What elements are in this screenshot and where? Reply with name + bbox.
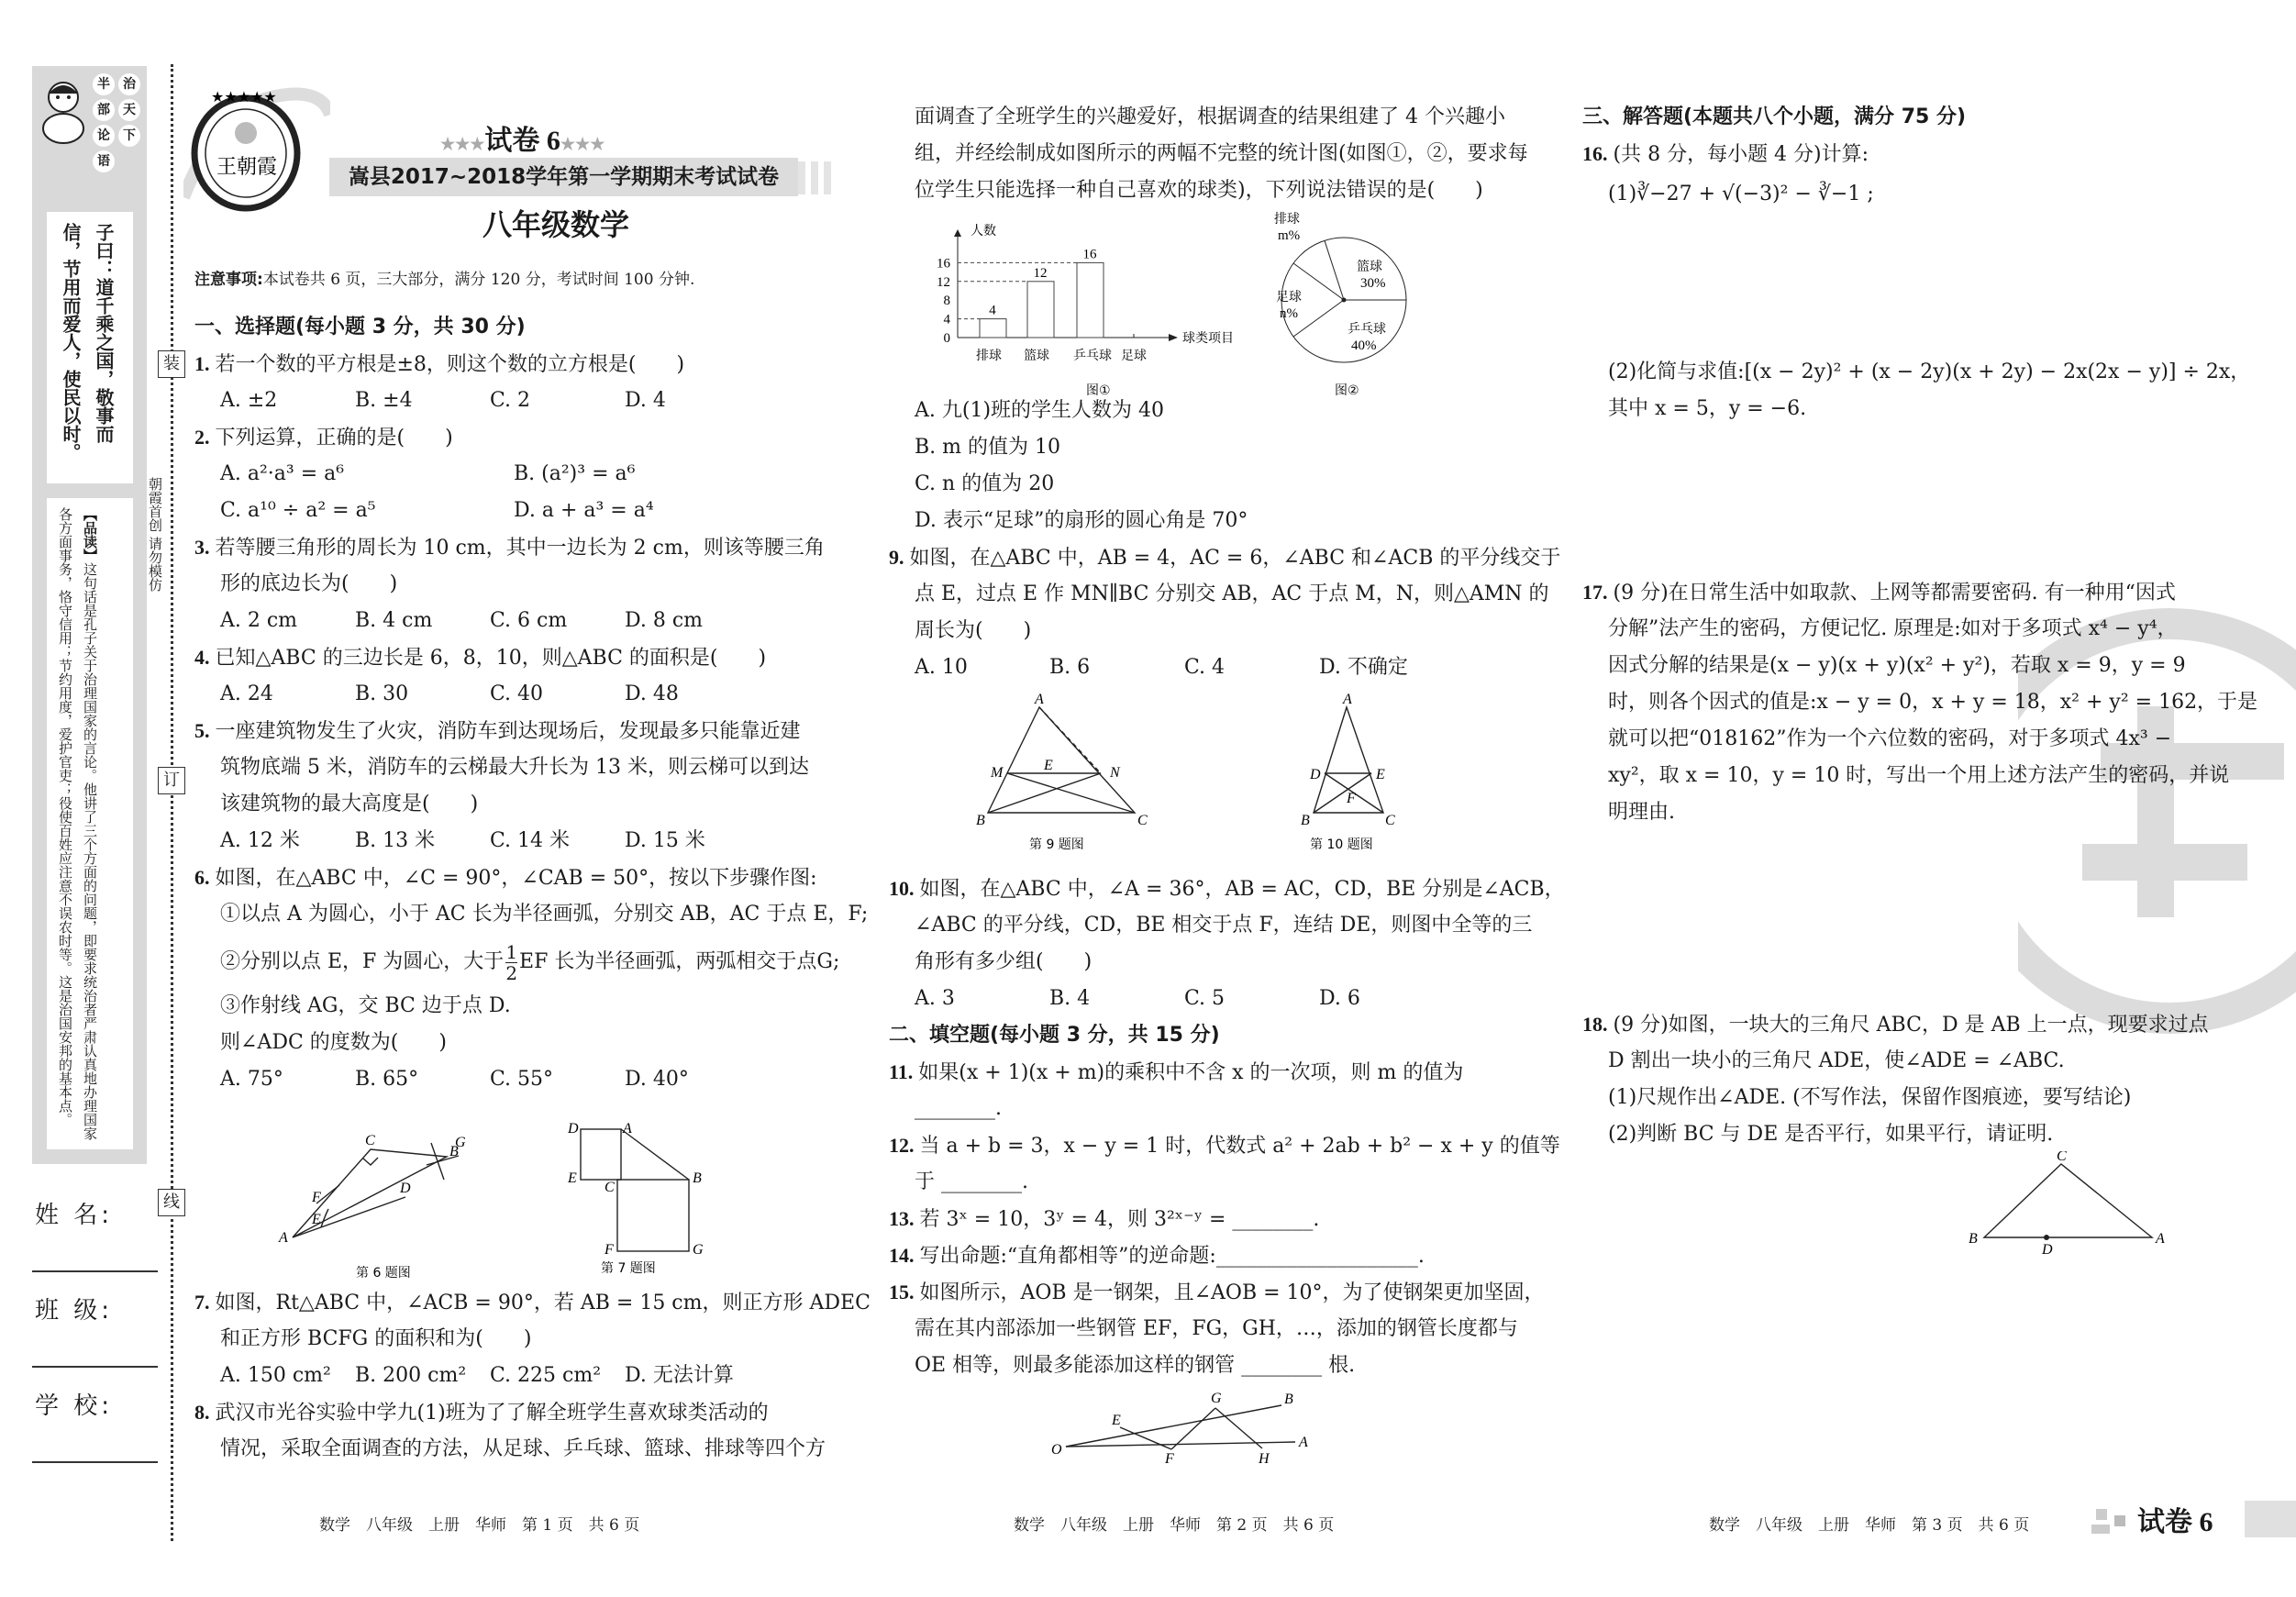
text-span: 12. — [889, 1134, 915, 1157]
question-8-option-a: A. 九(1)班的学生人数为 40 — [915, 399, 1165, 422]
point-label-B: B — [1969, 1231, 1978, 1247]
column-page-3-mid — [1582, 574, 2258, 831]
notice-text: 本试卷共 6 页，三大部分，满分 120 分，考试时间 100 分钟. — [262, 271, 695, 289]
bar-排球 — [980, 319, 1006, 338]
question-17-line: 明理由. — [1608, 801, 1675, 824]
paper-number — [440, 117, 605, 158]
text-span: B. 30 — [355, 682, 409, 705]
figure-q6 — [275, 1128, 477, 1284]
figure-caption: 第 10 题图 — [1310, 837, 1373, 852]
point-label-D: D — [400, 1181, 411, 1196]
text-span: 9. — [889, 546, 904, 569]
bar-篮球 — [1027, 282, 1054, 338]
text-span: A. 75° — [220, 1068, 283, 1091]
text-span: 8. — [194, 1401, 210, 1424]
question-8-line: 情况，采取全面调查的方法，从足球、乒乓球、篮球、排球等四个方 — [220, 1437, 826, 1460]
badge-char: 天 — [118, 99, 140, 121]
question-17 — [1582, 574, 2206, 611]
chart-title: 图② — [1335, 383, 1359, 398]
footer-deco — [2096, 1509, 2107, 1520]
figure-q10 — [1293, 693, 1403, 858]
question-8-option-d: D. 表示“足球”的扇形的圆心角是 70° — [915, 509, 1248, 532]
commentary-box — [47, 498, 133, 1149]
text-span: A. 150 cm² — [220, 1364, 331, 1387]
name-input-line[interactable] — [32, 1270, 158, 1272]
logo-stars-icon: ★★★★★ — [211, 90, 277, 105]
y-axis-label: 人数 — [971, 224, 996, 238]
question-8-line: 面调查了全班学生的兴趣爱好，根据调查的结果组建了 4 个兴趣小 — [915, 105, 1505, 128]
text-span: D. 无法计算 — [625, 1364, 734, 1387]
column-page-2-lower — [889, 871, 1565, 1384]
column-page-3 — [1582, 99, 2251, 427]
scholar-cartoon-icon — [36, 75, 93, 149]
commentary-text: 这句话是孔子关于治理国家的言论。他讲了三个方面的问题，即要求统治者严肃认真地办理国家各方面事务，恪守信用；节约用度，爱护官吏；役使百姓应注意不误农时等。这是治国安邦的基本点。 — [57, 507, 98, 1140]
school-input-line[interactable] — [32, 1461, 158, 1463]
question-13 — [889, 1201, 1513, 1237]
badge-char: 治 — [118, 73, 140, 95]
point-label-C: C — [1137, 813, 1148, 828]
text-span: C. 55° — [490, 1068, 554, 1091]
question-9 — [889, 539, 1561, 576]
column-page-1 — [194, 309, 869, 1098]
text-span: C. 5 — [1184, 987, 1226, 1010]
question-6-options — [194, 1061, 818, 1098]
binding-line — [171, 64, 173, 1541]
quote-box — [47, 212, 133, 483]
question-18-part-1: (1)尺规作出∠ADE. (不写作法，保留作图痕迹，要写结论) — [1608, 1086, 2132, 1109]
text-span: 10. — [889, 877, 915, 900]
section-heading-answer: 三、解答题(本题共八个小题，满分 75 分) — [1582, 105, 1967, 128]
text-span: 11. — [889, 1060, 914, 1083]
text-span: B. 4 — [1049, 987, 1091, 1010]
text-span: 6. — [194, 866, 210, 889]
question-4-options — [194, 676, 818, 713]
question-16 — [1582, 136, 2206, 172]
brand-logo — [183, 87, 330, 216]
point-label-G: G — [455, 1135, 466, 1150]
text-span: 如图，在△ABC 中，∠A = 36°，AB = AC，CD，BE 分别是∠ACB， — [919, 878, 1565, 901]
text-span: C. 14 米 — [490, 829, 571, 852]
text-span: 2 — [505, 961, 518, 984]
bar-data-label: 12 — [1033, 265, 1048, 281]
text-span: D. a + a³ = a⁴ — [514, 499, 654, 522]
text-span: EF 长为半径画弧，两弧相交于点G; — [519, 950, 840, 973]
point-label-B: B — [976, 813, 985, 828]
question-10-line: 角形有多少组( ) — [915, 950, 1093, 973]
x-axis-arrow-icon — [1169, 334, 1178, 341]
question-2-options-cd — [194, 493, 818, 529]
text-span: 若 3ˣ = 10，3ʸ = 4，则 3²ˣ⁻ʸ = ________. — [919, 1208, 1320, 1231]
text-span: 如图，在△ABC 中，AB = 4，AC = 6，∠ABC 和∠ACB 的平分线交于 — [909, 547, 1561, 570]
question-11 — [889, 1054, 1513, 1091]
question-8-charts — [908, 202, 1422, 399]
name-label: 姓 名: — [35, 1202, 114, 1229]
text-span: B. 13 米 — [355, 829, 436, 852]
question-15-line: OE 相等，则最多能添加这样的钢管 ________ 根. — [915, 1354, 1356, 1377]
text-span: C. 40 — [490, 682, 544, 705]
text-span: 武汉市光谷实验中学九(1)班为了了解全班学生喜欢球类活动的 — [215, 1402, 769, 1425]
pie-center — [1342, 298, 1347, 303]
question-18-part-2: (2)判断 BC 与 DE 是否平行，如果平行，请证明. — [1608, 1123, 2054, 1146]
confucius-quote: 子曰：道千乘之国，敬事而信，节用而爱人，使民以时。 — [60, 223, 115, 461]
text-span: 18. — [1582, 1013, 1608, 1036]
question-8 — [194, 1394, 818, 1431]
question-17-line: 因式分解的结果是(x − y)(x + y)(x² + y²)，若取 x = 9，y = 9 — [1608, 654, 2186, 677]
question-17-line: 分解”法产生的密码，方便记忆. 原理是:如对于多项式 x⁴ − y⁴， — [1608, 617, 2178, 640]
question-5-options — [194, 823, 818, 859]
text-span: B. ±4 — [355, 389, 413, 412]
paper-number-text: 试卷 6 — [484, 126, 560, 156]
text-span: A. 3 — [915, 987, 955, 1010]
copyright-notice: 朝霞首创 请勿模仿 — [147, 477, 163, 592]
text-span: 14. — [889, 1244, 915, 1267]
text-span: 写出命题:“直角都相等”的逆命题:____________________. — [919, 1245, 1425, 1268]
text-span: C. 2 — [490, 389, 531, 412]
point-label-E: E — [568, 1170, 577, 1186]
point-label-F: F — [312, 1190, 321, 1205]
point-label-C: C — [1385, 813, 1395, 828]
pie-value-label: 40% — [1351, 338, 1377, 353]
question-8-line: 组，并经绘制成如图所示的两幅不完整的统计图(如图①，②，要求每 — [915, 142, 1528, 165]
question-16-part-2: (2)化简与求值:[(x − 2y)² + (x − 2y)(x + 2y) − 2x(2x − y)] ÷ 2x， — [1608, 360, 2251, 383]
text-span: D. 不确定 — [1319, 656, 1408, 679]
question-5-line: 筑物底端 5 米，消防车的云梯最大升长为 13 米，则云梯可以到达 — [220, 756, 809, 779]
question-16-part-1: (1)∛−27 + √(−3)² − ∛−1 ; — [1608, 183, 1874, 205]
text-span: A. ±2 — [220, 389, 278, 412]
bar-chart — [937, 223, 1234, 398]
binding-mark-zhuang: 装 — [158, 350, 185, 378]
text-span: 1. — [194, 352, 210, 375]
text-span: B. 6 — [1049, 656, 1091, 679]
footer-deco — [2114, 1515, 2125, 1526]
point-label-E: E — [1376, 767, 1385, 782]
footer-page-1: 数学 八年级 上册 华师 第 1 页 共 6 页 — [319, 1516, 640, 1535]
pie-value-label: 30% — [1360, 276, 1386, 291]
text-span: 如图，Rt△ABC 中，∠ACB = 90°，若 AB = 15 cm，则正方形 ADEC — [215, 1292, 871, 1314]
point-label-M: M — [991, 765, 1004, 781]
text-span: 4. — [194, 646, 210, 669]
point-label-G: G — [1211, 1391, 1222, 1406]
figure-q9 — [972, 693, 1156, 858]
star-rating-icon: ★★★ — [440, 135, 485, 153]
question-6-ask: 则∠ADC 的度数为( ) — [220, 1031, 447, 1054]
text-span: 下列运算，正确的是( ) — [215, 427, 453, 449]
point-label-A: A — [279, 1230, 288, 1246]
text-span: 7. — [194, 1291, 210, 1314]
question-9-options — [889, 649, 1513, 686]
binding-mark-xian: 线 — [158, 1189, 185, 1216]
question-4 — [194, 639, 818, 676]
text-span: D. 6 — [1319, 987, 1360, 1010]
point-label-A: A — [1343, 693, 1352, 707]
commentary-tag: 【品读】 — [82, 507, 98, 562]
question-10 — [889, 871, 1565, 907]
text-span: 如图所示，AOB 是一钢架，且∠AOB = 10°，为了使钢架更加坚固， — [919, 1281, 1545, 1304]
point-label-O: O — [1051, 1442, 1062, 1458]
question-5 — [194, 713, 818, 749]
question-5-line: 该建筑物的最大高度是( ) — [220, 793, 479, 815]
figure-caption: 第 7 题图 — [601, 1261, 656, 1276]
half-analects-badge — [91, 72, 146, 174]
question-8-option-b: B. m 的值为 10 — [915, 436, 1060, 459]
bar-乒乓球 — [1077, 262, 1104, 338]
question-15 — [889, 1274, 1545, 1311]
question-10-options — [889, 981, 1513, 1017]
question-18 — [1582, 1006, 2209, 1043]
question-1 — [194, 346, 818, 383]
text-span: D. 15 米 — [625, 829, 705, 852]
y-tick-label: 8 — [943, 294, 950, 309]
chart-title: 图① — [1086, 383, 1111, 398]
column-page-1-bottom — [194, 1284, 871, 1468]
section-heading-choice: 一、选择题(每小题 3 分，共 30 分) — [194, 316, 526, 338]
question-17-line: 就可以把“018162”作为一个六位数的密码，对于多项式 4x³ − — [1608, 727, 2172, 750]
x-tick-label: 篮球 — [1024, 349, 1049, 363]
text-span: 3. — [194, 536, 210, 559]
text-span: D. 8 cm — [625, 609, 704, 632]
question-8-option-c: C. n 的值为 20 — [915, 472, 1055, 495]
figure-caption: 第 6 题图 — [356, 1266, 411, 1281]
text-span: B. 65° — [355, 1068, 419, 1091]
text-span: A. 24 — [220, 682, 273, 705]
exam-notice — [194, 266, 694, 289]
figure-q15 — [1046, 1390, 1321, 1468]
point-label-B: B — [449, 1144, 459, 1159]
text-span: D. 4 — [625, 389, 666, 412]
question-6-step-3: ③作射线 AG，交 BC 边于点 D. — [220, 994, 511, 1017]
point-label-A: A — [1299, 1435, 1308, 1450]
question-14 — [889, 1237, 1513, 1274]
text-span: 如果(x + 1)(x + m)的乘积中不含 x 的一次项，则 m 的值为 — [918, 1061, 1464, 1084]
badge-char: 部 — [93, 99, 115, 121]
proverb-panel — [32, 66, 147, 1164]
question-8-line: 位学生只能选择一种自己喜欢的球类)，下列说法错误的是( ) — [915, 179, 1483, 202]
pie-chart — [1274, 211, 1406, 398]
question-6-step-2 — [194, 937, 840, 984]
text-span: D. 40° — [625, 1068, 689, 1091]
point-label-C: C — [2057, 1151, 2067, 1164]
text-span: 如图，在△ABC 中，∠C = 90°，∠CAB = 50°，按以下步骤作图: — [215, 867, 817, 890]
point-label-C: C — [605, 1180, 615, 1195]
x-axis-label: 球类项目 — [1182, 331, 1234, 346]
point-label-G: G — [693, 1242, 704, 1258]
column-page-2 — [889, 99, 1528, 209]
text-span: A. 2 cm — [220, 609, 298, 632]
text-span: 若一个数的平方根是±8，则这个数的立方根是( ) — [215, 353, 685, 376]
text-span: 17. — [1582, 581, 1608, 604]
footer-badge-band — [2245, 1501, 2296, 1537]
text-span: B. 4 cm — [355, 609, 433, 632]
text-span: C. 225 cm² — [490, 1364, 602, 1387]
pie-label: 排球 — [1274, 212, 1300, 227]
text-span: 16. — [1582, 142, 1608, 165]
question-2-options-ab — [194, 456, 818, 493]
school-label: 学 校: — [35, 1392, 114, 1420]
pie-value-label: n% — [1280, 306, 1298, 321]
class-label: 班 级: — [35, 1297, 114, 1325]
text-span: D. 48 — [625, 682, 679, 705]
point-label-E: E — [1112, 1413, 1121, 1428]
figure-caption: 第 9 题图 — [1029, 837, 1084, 852]
question-17-line: 时，则各个因式的值是:x − y = 0，x + y = 18，x² + y² = 162，于是 — [1608, 691, 2258, 714]
question-3-line: 形的底边长为( ) — [220, 572, 398, 595]
footer-deco — [2091, 1525, 2110, 1534]
question-18-line: D 割出一块小的三角尺 ADE，使∠ADE = ∠ABC. — [1608, 1049, 2065, 1072]
question-7-options — [194, 1358, 818, 1394]
footer-paper-badge: 试卷 6 — [2137, 1507, 2213, 1537]
text-span: C. 4 — [1184, 656, 1226, 679]
x-tick-label: 乒乓球 — [1073, 349, 1112, 363]
point-label-H: H — [1259, 1451, 1270, 1467]
column-page-3-lower — [1582, 1006, 2209, 1153]
text-span: (共 8 分，每小题 4 分)计算: — [1613, 143, 1869, 166]
column-page-2-mid — [889, 393, 1561, 686]
text-span: 5. — [194, 719, 210, 742]
question-12 — [889, 1127, 1560, 1164]
footer-page-3: 数学 八年级 上册 华师 第 3 页 共 6 页 — [1709, 1516, 2030, 1535]
text-span: B. (a²)³ = a⁶ — [514, 462, 636, 485]
point-label-E: E — [1044, 758, 1053, 773]
point-label-N: N — [1110, 765, 1120, 781]
badge-char: 下 — [118, 125, 140, 147]
badge-char: 语 — [93, 150, 115, 172]
text-span: C. a¹⁰ ÷ a² = a⁵ — [220, 499, 376, 522]
badge-char: 论 — [93, 125, 115, 147]
question-9-line: 点 E，过点 E 作 MN∥BC 分别交 AB，AC 于点 M，N，则△AMN 的 — [915, 582, 1549, 605]
text-span: A. a²·a³ = a⁶ — [220, 462, 345, 485]
class-input-line[interactable] — [32, 1366, 158, 1368]
bar-data-label: 4 — [989, 303, 996, 318]
bar-data-label: 16 — [1082, 247, 1097, 262]
figure-q7 — [564, 1115, 711, 1280]
question-9-line: 周长为( ) — [915, 619, 1032, 642]
question-7-line: 和正方形 BCFG 的面积和为( ) — [220, 1327, 532, 1350]
point-label-A: A — [2156, 1231, 2165, 1247]
point-label-C: C — [365, 1133, 375, 1148]
question-11-blank[interactable]: ________. — [915, 1097, 1002, 1120]
exam-title: 嵩县2017~2018学年第一学期期末考试试卷 — [348, 165, 780, 189]
text-span: 已知△ABC 的三边长是 6，8，10，则△ABC 的面积是( ) — [215, 647, 767, 670]
point-label-D: D — [568, 1121, 579, 1137]
question-6 — [194, 859, 818, 896]
y-axis-arrow-icon — [954, 229, 961, 237]
point-label-B: B — [693, 1170, 702, 1186]
question-12-blank[interactable]: 于 ________. — [915, 1170, 1028, 1193]
notice-label: 注意事项: — [194, 271, 263, 289]
question-17-line: xy²，取 x = 10，y = 10 时，写出一个用上述方法产生的密码，并说 — [1608, 764, 2230, 787]
text-span: 当 a + b = 3，x − y = 1 时，代数式 a² + 2ab + b² − x + y 的值等 — [919, 1135, 1560, 1158]
point-label-B: B — [1301, 813, 1310, 828]
point-label-F: F — [1347, 791, 1356, 806]
pie-label: 足球 — [1276, 290, 1302, 305]
text-span: A. 10 — [915, 656, 968, 679]
star-rating-icon: ★★★ — [560, 135, 605, 153]
text-span: 15. — [889, 1281, 915, 1303]
logo-wordmark: 王朝霞 — [216, 156, 278, 179]
text-span: 13. — [889, 1207, 915, 1230]
x-tick-label: 足球 — [1121, 349, 1147, 363]
badge-char: 半 — [93, 73, 115, 95]
fraction-one-half — [505, 942, 517, 983]
question-10-line: ∠ABC 的平分线，CD，BE 相交于点 F，连结 DE，则图中全等的三 — [915, 914, 1533, 937]
point-label-A: A — [623, 1121, 632, 1137]
title-bar-pattern — [798, 161, 835, 194]
section-heading-fill: 二、填空题(每小题 3 分，共 15 分) — [889, 1024, 1220, 1047]
point-label-D: D — [2042, 1242, 2053, 1257]
figure-q18 — [1963, 1151, 2174, 1257]
y-tick-label: 0 — [943, 331, 950, 346]
binding-mark-ding: 订 — [158, 767, 185, 794]
question-16-given: 其中 x = 5，y = −6. — [1608, 397, 1807, 420]
pie-label: 乒乓球 — [1348, 322, 1386, 337]
text-span: (9 分)如图，一块大的三角尺 ABC，D 是 AB 上一点，现要求过点 — [1613, 1014, 2209, 1037]
point-label-F: F — [605, 1242, 614, 1258]
text-span: 1 — [505, 940, 518, 963]
question-3 — [194, 529, 825, 566]
footer-page-2: 数学 八年级 上册 华师 第 2 页 共 6 页 — [1014, 1516, 1335, 1535]
question-2 — [194, 419, 818, 456]
y-tick-label: 4 — [943, 312, 950, 327]
point-label-E: E — [312, 1212, 321, 1227]
question-1-options — [194, 383, 818, 419]
point-label-D: D — [1310, 767, 1321, 782]
text-span: ②分别以点 E，F 为圆心，大于 — [220, 950, 505, 973]
question-6-step-1: ①以点 A 为圆心，小于 AC 长为半径画弧，分别交 AB，AC 于点 E，F; — [220, 903, 869, 926]
pie-value-label: m% — [1278, 228, 1301, 243]
text-span: C. 6 cm — [490, 609, 568, 632]
x-tick-label: 排球 — [976, 349, 1002, 363]
pie-label: 篮球 — [1357, 260, 1382, 274]
text-span: 2. — [194, 426, 210, 449]
question-15-line: 需在其内部添加一些钢管 EF，FG，GH，…，添加的钢管长度都与 — [915, 1317, 1518, 1340]
question-3-options — [194, 603, 818, 639]
text-span: B. 200 cm² — [355, 1364, 467, 1387]
text-span: (9 分)在日常生活中如取款、上网等都需要密码. 有一种用“因式 — [1613, 582, 2176, 604]
text-span: 若等腰三角形的周长为 10 cm，其中一边长为 2 cm，则该等腰三角 — [215, 537, 825, 560]
point-label-B: B — [1284, 1392, 1293, 1407]
subject-title: 八年级数学 — [482, 207, 629, 242]
y-tick-label: 12 — [937, 274, 950, 290]
text-span: A. 12 米 — [220, 829, 300, 852]
y-tick-label: 16 — [937, 256, 950, 272]
text-span: 一座建筑物发生了火灾，消防车到达现场后，发现最多只能靠近建 — [215, 720, 801, 743]
question-7 — [194, 1284, 871, 1321]
point-label-A: A — [1035, 693, 1044, 707]
point-label-F: F — [1165, 1451, 1174, 1467]
